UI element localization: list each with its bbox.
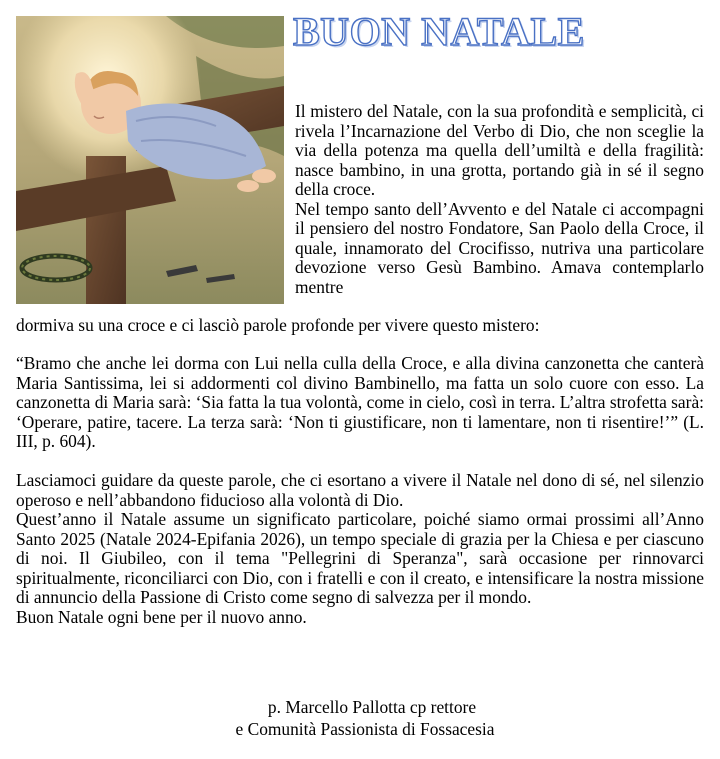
founder-quote: “Bramo che anche lei dorma con Lui nella culla della Croce, e alla divina canzonetta che canterà Maria Santissima, lei si addormenti col divino Bambinello, ma fatta un solo cuore con esso. La canzonetta di Maria sarà: ‘Sia fatta la tua volontà, come in cielo, così in terra. L’altra strofetta sarà: ‘Operare, patire, tacere. La terza sarà: ‘Non ti giustificare, non ti lamentare, non ti risentire!’” (L. III, p. 604). [16, 353, 704, 451]
body-section [16, 354, 704, 627]
intro-continuation-line: dormiva su una croce e ci lasciò parole profonde per vivere questo mistero: [16, 315, 540, 335]
paragraph-guide: Lasciamoci guidare da queste parole, che ci esortano a vivere il Natale nel dono di sé, nel silenzio operoso e nell’abbandono fiducioso alla volontà di Dio. [16, 470, 704, 510]
intro-paragraph: Nel tempo santo dell’Avvento e del Natale ci accompagni il pensiero del nostro Fondatore, San Paolo della Croce, il quale, innamorato del Crocifisso, nutriva una particolare devozione verso Gesù Bambino. Amava contemplarlo mentre [295, 198, 704, 297]
signature-line-1: p. Marcello Pallotta cp rettore [267, 697, 477, 717]
child-jesus-on-cross-image [16, 16, 284, 304]
greeting: Buon Natale ogni bene per il nuovo anno. [16, 606, 307, 627]
signature-line-2: e Comunità Passionista di Fossacesia [235, 719, 495, 739]
intro-paragraph: Il mistero del Natale, con la sua profondità e semplicità, ci rivela l’Incarnazione del Verbo di Dio, che non sceglie la via della potenza ma quella dell’umiltà e della fragilità: nasce bambino, in una grotta, portando già in sé il segno della croce. [295, 101, 704, 199]
paragraph-spacer [16, 452, 704, 472]
paragraph-jubilee: Quest’anno il Natale assume un significato particolare, poiché siamo ormai prossimi all’Anno Santo 2025 (Natale 2024-Epifania 2026), un tempo speciale di grazia per la Chiesa e per ciascuno di noi. Il Giubileo, con il tema "Pellegrini di Speranza", sarà occasione per rinnovarci spiritualmente, riconciliarci con Dio, con i fratelli e con il creato, e intensificare la nostra missione di annuncio della Passione di Cristo come segno di salvezza per il mondo. [16, 509, 704, 607]
intro-section [295, 102, 704, 297]
page-title: BUON NATALE [293, 9, 585, 54]
